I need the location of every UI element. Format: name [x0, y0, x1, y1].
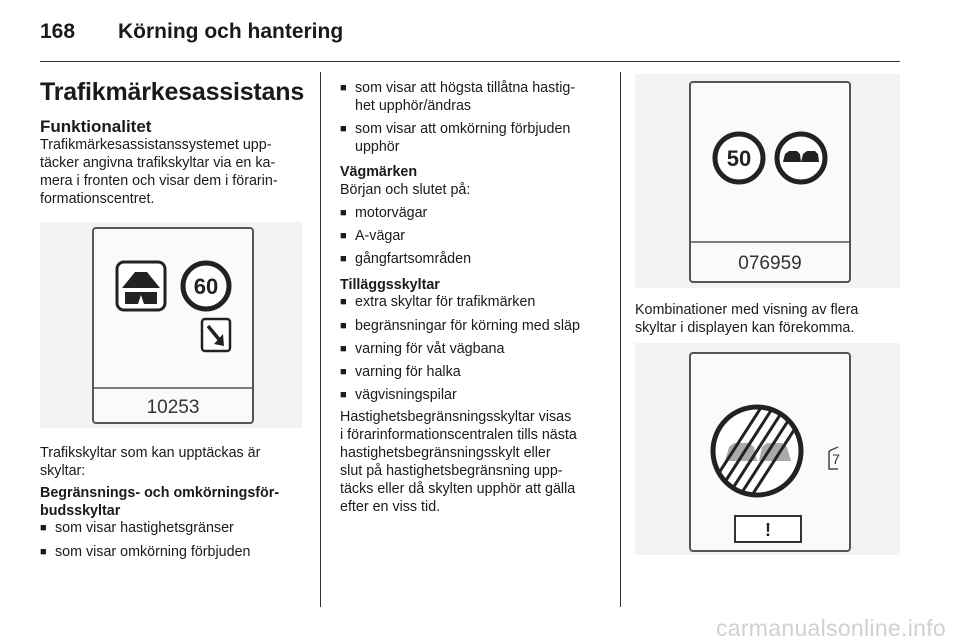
display-code: 076959: [738, 253, 802, 274]
list-item: ■ motorvägar: [340, 205, 427, 222]
svg-text:!: !: [765, 520, 771, 540]
list-item: ■ varning för våt vägbana: [340, 341, 504, 358]
chapter-title: Körning och hantering: [118, 20, 344, 43]
detect-intro: Trafikskyltar som kan upptäckas är skyltar:: [40, 445, 261, 479]
header-rule: [40, 61, 900, 62]
motorway-sign-icon: [117, 262, 165, 310]
svg-text:60: 60: [193, 274, 219, 299]
warning-box: [735, 516, 801, 542]
page-number: 168: [40, 20, 76, 43]
section-title: Trafikmärkesassistans: [40, 78, 305, 106]
list-item: ■ som visar hastighetsgränser: [40, 520, 234, 537]
svg-text:50: 50: [726, 146, 752, 171]
column-divider: [320, 72, 321, 607]
combo-paragraph: Kombinationer med visning av flera skyltar i displayen kan förekomma.: [635, 302, 859, 336]
limit-heading: Begränsnings- och omkörningsför- budsskyltar: [40, 485, 280, 519]
figure-combined-signs: [635, 74, 900, 288]
list-item: ■ som visar att omkörning förbjuden upphör: [340, 120, 570, 156]
arrow-sign-icon: [202, 319, 230, 351]
display-code: 10253: [146, 397, 200, 418]
speed-limit-sign-icon: [183, 263, 229, 309]
watermark: carmanualsonline.info: [715, 615, 946, 641]
end-no-overtaking-illustration: [635, 343, 900, 555]
list-item: ■ A-vägar: [340, 228, 405, 245]
list-item: ■ som visar att högsta tillåtna hastig- het upphör/ändras: [340, 79, 575, 115]
speed-limit-sign-icon: [715, 134, 763, 182]
road-intro: Början och slutet på:: [340, 182, 471, 198]
combined-signs-illustration: [635, 74, 900, 288]
figure-traffic-sign-display: [40, 222, 302, 428]
list-item: ■ extra skyltar för trafikmärken: [340, 294, 535, 311]
road-heading: Vägmärken: [340, 164, 418, 180]
final-paragraph: Hastighetsbegränsningsskyltar visas i förarinformationscentralen tills nästa hastighetsbegränsningsskylt eller slut på hastighetsbegränsning upp- täcks eller då skylten upphör att gälla efter en viss tid.: [340, 409, 577, 515]
list-item: ■ vägvisningspilar: [340, 387, 457, 404]
column-divider: [620, 72, 621, 607]
svg-text:7: 7: [832, 451, 840, 467]
subsection-title: Funktionalitet: [40, 117, 152, 136]
intro-paragraph: Trafikmärkesassistanssystemet upp- täcker angivna trafikskyltar via en ka- mera i fronten och visar dem i förarin- formationscentret.: [40, 137, 278, 207]
list-item: ■ som visar omkörning förbjuden: [40, 544, 250, 561]
extra-heading: Tilläggsskyltar: [340, 277, 440, 293]
list-item: ■ gångfartsområden: [340, 251, 471, 268]
list-item: ■ varning för halka: [340, 364, 461, 381]
list-item: ■ begränsningar för körning med släp: [340, 318, 580, 335]
figure-end-no-overtaking: [635, 343, 900, 555]
no-overtaking-sign-icon: [777, 134, 825, 182]
sign-display-illustration: [40, 222, 302, 428]
